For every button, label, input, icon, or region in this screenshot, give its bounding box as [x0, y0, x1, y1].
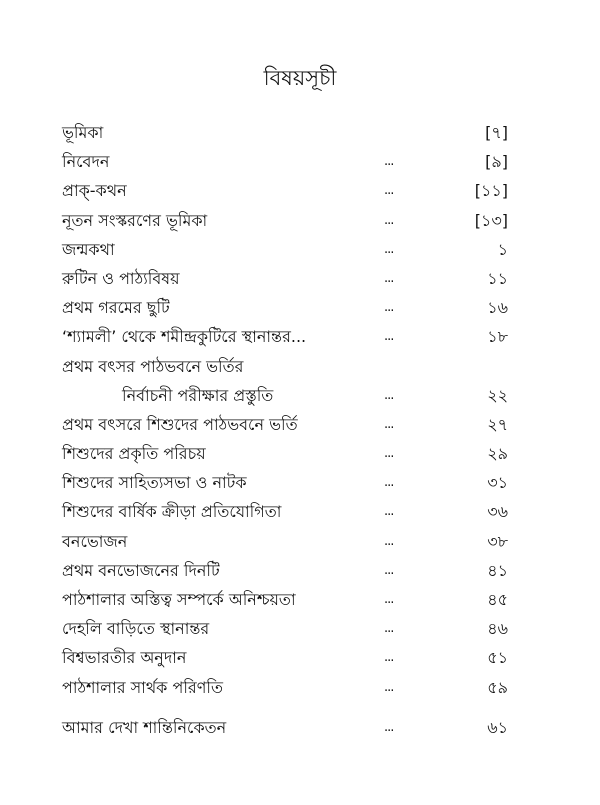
leader-dots: ...: [384, 387, 394, 403]
toc-entry: [62, 206, 522, 235]
entry-title: আমার দেখা শান্তিনিকেতন: [62, 717, 227, 737]
entry-title: ‘শ্যামলী’ থেকে শমীন্দ্রকুটিরে স্থানান্তর...: [62, 327, 307, 347]
toc-entry: [62, 381, 522, 410]
leader-dots: ...: [384, 650, 394, 666]
toc-entry: [62, 293, 522, 322]
leader-dots: ...: [384, 270, 394, 286]
entry-title-continuation: নির্বাচনী পরীক্ষার প্রস্তুতি: [122, 385, 274, 405]
page-number: ১১: [487, 268, 508, 288]
entry-title: প্রথম বৎসরে শিশুদের পাঠভবনে ভর্তি: [62, 414, 298, 434]
toc-entry: [62, 527, 522, 556]
toc-entry: [62, 410, 522, 439]
leader-dots: ...: [384, 533, 394, 549]
page-number: ৫৯: [487, 677, 508, 697]
entry-title: রুটিন ও পাঠ্যবিষয়: [62, 268, 180, 288]
page-number: ২২: [487, 385, 508, 405]
toc-entry: [62, 673, 522, 702]
leader-dots: ...: [384, 475, 394, 491]
toc-entry: [62, 235, 522, 264]
toc-entry: [62, 643, 522, 672]
entry-title: বিশ্বভারতীর অনুদান: [62, 648, 187, 668]
toc-entry: [62, 468, 522, 497]
entry-title: শিশুদের প্রকৃতি পরিচয়: [62, 444, 206, 464]
leader-dots: ...: [384, 329, 394, 345]
entry-title: বনভোজন: [62, 531, 128, 551]
toc-entry: [62, 352, 522, 381]
leader-dots: ...: [384, 719, 394, 735]
leader-dots: ...: [384, 562, 394, 578]
entry-title: নূতন সংস্করণের ভূমিকা: [62, 210, 208, 230]
table-of-contents: [62, 118, 522, 742]
page-number: ৩৮: [487, 531, 508, 551]
toc-entry: [62, 147, 522, 176]
toc-entry: [62, 439, 522, 468]
page-number: ২৯: [487, 444, 508, 464]
page-number: ৪১: [487, 560, 508, 580]
leader-dots: ...: [384, 416, 394, 432]
entry-title: শিশুদের সাহিত্যসভা ও নাটক: [62, 473, 247, 493]
page-number: ২৭: [487, 414, 508, 434]
leader-dots: ...: [384, 241, 394, 257]
toc-entry: [62, 556, 522, 585]
page-number: ৫১: [487, 648, 508, 668]
page-number: [১১]: [474, 181, 508, 201]
entry-title: শিশুদের বার্ষিক ক্রীড়া প্রতিযোগিতা: [62, 502, 282, 522]
page-number: ৪৬: [487, 619, 508, 639]
page-number: ৬১: [487, 717, 508, 737]
page-title: বিষয়সূচী: [263, 66, 337, 90]
entry-title: পাঠশালার সার্থক পরিণতি: [62, 677, 223, 697]
page-number: ৩৬: [487, 502, 508, 522]
leader-dots: ...: [384, 592, 394, 607]
toc-entry: [62, 118, 522, 147]
entry-title: নিবেদন: [62, 152, 110, 172]
toc-entry: [62, 614, 522, 643]
entry-title: প্রথম বনভোজনের দিনটি: [62, 560, 220, 580]
entry-title: প্রথম গরমের ছুটি: [62, 298, 170, 318]
entry-title: ভূমিকা: [62, 123, 104, 142]
entry-title: প্রথম বৎসর পাঠভবনে ভর্তির: [62, 356, 244, 376]
toc-entry: [62, 713, 522, 742]
page-number: [৭]: [485, 123, 508, 142]
page-number: ৪৫: [487, 590, 508, 609]
leader-dots: ...: [384, 183, 394, 199]
leader-dots: ...: [384, 679, 394, 695]
page-number: [৯]: [485, 152, 508, 172]
page-number: ১৬: [487, 298, 508, 318]
page-number: ১: [497, 239, 508, 259]
leader-dots: ...: [384, 154, 394, 170]
toc-entry: [62, 264, 522, 293]
leader-dots: ...: [384, 621, 394, 637]
leader-dots: ...: [384, 446, 394, 462]
toc-entry: [62, 497, 522, 526]
toc-entry: [62, 176, 522, 205]
toc-entry: [62, 585, 522, 614]
page-number: ৩১: [487, 473, 508, 493]
entry-title: দেহলি বাড়িতে স্থানান্তর: [62, 619, 210, 639]
leader-dots: ...: [384, 300, 394, 316]
entry-title: জন্মকথা: [62, 239, 115, 259]
leader-dots: ...: [384, 504, 394, 520]
leader-dots: ...: [384, 212, 394, 228]
page-number: [১৩]: [474, 210, 508, 230]
page-number: ১৮: [487, 327, 508, 347]
entry-title: পাঠশালার অস্তিত্ব সম্পর্কে অনিশ্চয়তা: [62, 590, 296, 609]
toc-entry: [62, 322, 522, 351]
entry-title: প্রাক্‌-কথন: [62, 181, 127, 201]
